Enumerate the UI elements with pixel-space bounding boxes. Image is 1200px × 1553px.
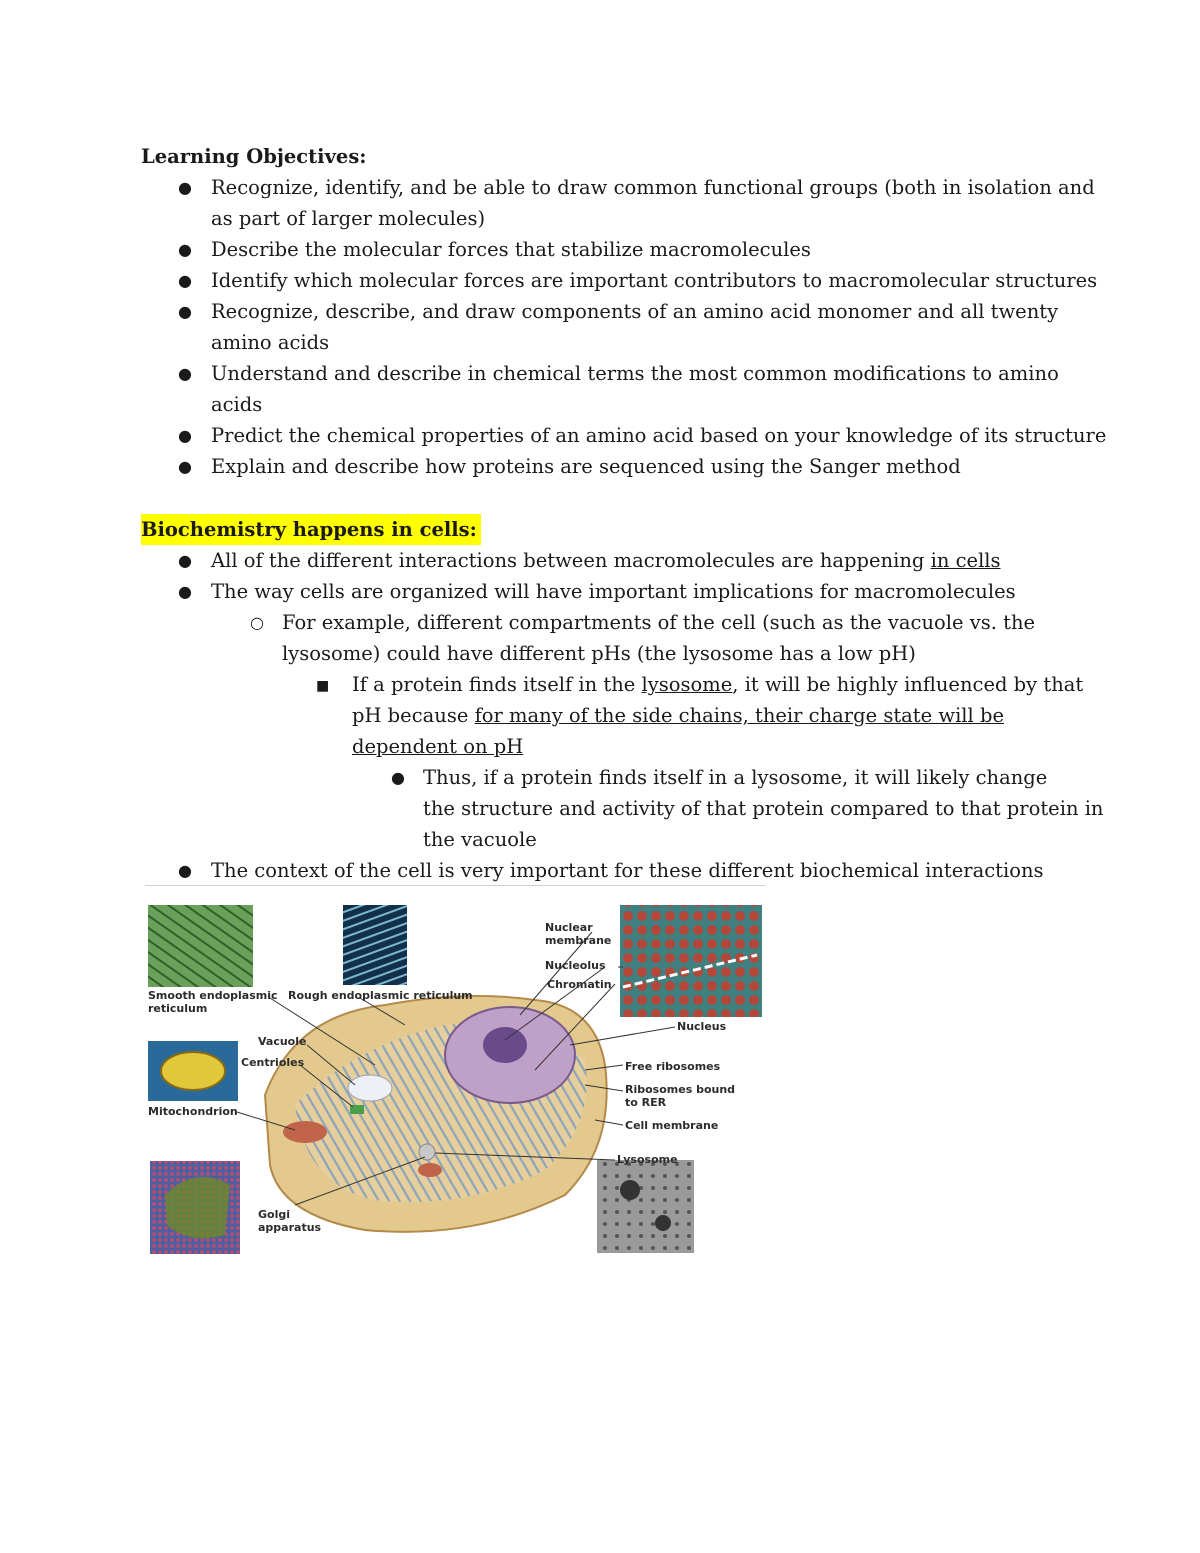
nucleus-micrograph [620, 905, 762, 1017]
circle-bullet-icon [250, 607, 264, 638]
vesicle [418, 1163, 442, 1177]
bullet-icon [178, 172, 192, 203]
lysosome-in-cell [419, 1144, 435, 1160]
list-item: Describe the molecular forces that stabilize macromolecules [211, 238, 811, 261]
label-nuclear-membrane-2: membrane [545, 934, 612, 947]
list-item: Explain and describe how proteins are sequenced using the Sanger method [211, 455, 961, 478]
vacuole-shape [348, 1075, 392, 1101]
label-rough-er: Rough endoplasmic reticulum [288, 989, 473, 1002]
list-item: All of the different interactions between macromolecules are happening in cells [211, 549, 1001, 572]
mitochondrion-shape [161, 1052, 225, 1090]
list-item: Recognize, identify, and be able to draw common functional groups (both in isolation and as part of larger molecules) [211, 176, 1095, 230]
label-cell-membrane: Cell membrane [625, 1119, 719, 1132]
bullet-icon [178, 265, 192, 296]
learning-objectives-heading: Learning Objectives: [141, 145, 367, 168]
biochemistry-heading: Biochemistry happens in cells: [141, 514, 481, 545]
bullet-icon [178, 855, 192, 886]
lysosome-micrograph [597, 1160, 694, 1253]
label-ribosomes-bound-2: to RER [625, 1096, 667, 1109]
rough-er-micrograph [343, 905, 407, 985]
list-item: Identify which molecular forces are important contributors to macromolecular structures [211, 269, 1098, 292]
bullet-icon [178, 576, 192, 607]
label-ribosomes-bound-1: Ribosomes bound [625, 1083, 736, 1096]
lysosome-dot [655, 1215, 671, 1231]
label-nucleus: Nucleus [677, 1020, 727, 1033]
bullet-icon [178, 545, 192, 576]
label-lysosome: Lysosome [617, 1153, 678, 1166]
bullet-icon [178, 296, 192, 327]
sub-sub-sub-list-item: Thus, if a protein finds itself in a lysosome, it will likely change the structure and activity of that protein compared to that protein in the vacuole [423, 766, 1104, 851]
list-item: Recognize, describe, and draw components of an amino acid monomer and all twenty amino acids [211, 300, 1059, 354]
label-free-ribosomes: Free ribosomes [625, 1060, 721, 1073]
nucleolus-shape [483, 1027, 527, 1063]
label-chromatin: Chromatin [547, 978, 612, 991]
bullet-icon [178, 358, 192, 389]
cell-diagram-figure [145, 895, 770, 1260]
sub-sub-list-item: If a protein finds itself in the lysosome, it will be highly influenced by that pH because for many of the side chains, their charge state will be dependent on pH [352, 673, 1084, 758]
bullet-icon [178, 234, 192, 265]
label-golgi-2: apparatus [258, 1221, 322, 1234]
list-item: Predict the chemical properties of an amino acid based on your knowledge of its structure [211, 424, 1107, 447]
label-smooth-er-2: reticulum [148, 1002, 208, 1015]
label-nuclear-membrane-1: Nuclear [545, 921, 593, 934]
sub-list-item: For example, different compartments of the cell (such as the vacuole vs. the lysosome) could have different pHs (the lysosome has a low pH) [282, 611, 1036, 665]
bullet-icon [178, 420, 192, 451]
lysosome-dot [620, 1180, 640, 1200]
bullet-icon [391, 762, 405, 793]
label-centrioles: Centrioles [241, 1056, 305, 1069]
list-item: The context of the cell is very important for these different biochemical interactions [211, 859, 1044, 882]
square-bullet-icon [316, 669, 329, 702]
label-vacuole: Vacuole [258, 1035, 307, 1048]
list-item: Understand and describe in chemical terms the most common modifications to amino acids [211, 362, 1059, 416]
label-mitochondrion: Mitochondrion [148, 1105, 238, 1118]
divider [145, 885, 765, 886]
smooth-er-micrograph [148, 905, 253, 987]
mitochondrion-in-cell [283, 1121, 327, 1143]
list-item: The way cells are organized will have important implications for macromolecules [211, 580, 1016, 603]
label-smooth-er-1: Smooth endoplasmic [148, 989, 278, 1002]
label-nucleolus: Nucleolus [545, 959, 606, 972]
label-golgi-1: Golgi [258, 1208, 291, 1221]
bullet-icon [178, 451, 192, 482]
